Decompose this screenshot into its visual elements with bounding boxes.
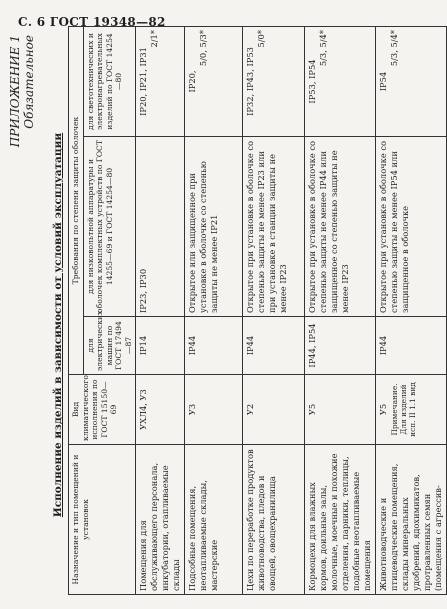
devices-extra: 5/0, 5/3*	[198, 30, 208, 67]
climate-note: Примечание. Для изделий исп. II 1.1 вид	[390, 382, 417, 437]
table-row	[305, 27, 376, 595]
devices-extra: 5/3, 5/4*	[318, 30, 328, 67]
climate-value: У5	[378, 403, 388, 416]
devices-value: IP32, IP43, IP53	[245, 47, 255, 116]
cell-machines: IP44	[185, 317, 243, 375]
table-row	[376, 27, 447, 595]
table-row	[185, 27, 243, 595]
page-header: С. 6 ГОСТ 19348—82	[18, 15, 166, 29]
cell-machines: IP14	[136, 317, 185, 375]
table-row	[136, 27, 185, 595]
cell-room: Цехи по переработке продуктов животноводства, пледов и овощей, овощехранилища	[243, 445, 305, 595]
cell-room: Помещения для обслуживающего персонала, инкубатории, отапливаемые склады	[136, 445, 185, 595]
devices-value: IP20,	[187, 70, 197, 93]
cell-machines: IP44, IP54	[305, 317, 376, 375]
cell-devices	[136, 27, 185, 137]
cell-climate: У2	[243, 375, 305, 445]
rotated-page-content	[0, 30, 443, 600]
cell-apparatus: Открытое при установке в оболочке со степенью защиты не менее IP54 или защищенное в оболочке	[376, 137, 447, 317]
cell-climate	[376, 375, 447, 445]
cell-room: Кормоцехи для влажных кормов, доильные залы, молочные, моечные и похожие отделения, парники, теплицы, подобные неотапливаемые помещения	[305, 445, 376, 595]
table-row	[243, 27, 305, 595]
devices-value: IP54	[378, 71, 388, 92]
header-room: Назначение и тип помещений и установок	[69, 445, 136, 595]
devices-extra: 5/0*	[256, 30, 266, 48]
header-devices: для светотехнических и электронагревательных изделий по ГОСТ 14254—80	[83, 27, 136, 137]
cell-devices	[376, 27, 447, 137]
appendix-title: ПРИЛОЖЕНИЕ 1	[8, 35, 22, 148]
appendix-block	[8, 35, 36, 165]
devices-extra: 2/1*	[149, 30, 159, 48]
conditions-table	[68, 26, 447, 595]
table-header-row	[69, 27, 84, 595]
header-machines: для электрических машин по ГОСТ 17494—87	[83, 317, 136, 375]
header-apparatus: для низковольтной аппаратуры и оболочек комплектных устройств по ГОСТ 14255—69 и ГОСТ 14254—80	[83, 137, 136, 317]
table-title: Исполнение изделий в зависимости от условий эксплуатации	[52, 132, 64, 518]
cell-climate: УХЛ4, У3	[136, 375, 185, 445]
cell-apparatus: IP23, IP30	[136, 137, 185, 317]
devices-value: IP20, IP21, IP31	[138, 47, 148, 116]
cell-climate: У3	[185, 375, 243, 445]
cell-devices	[185, 27, 243, 137]
header-protection-group: Требования по степени защиты оболочек	[69, 27, 84, 375]
cell-apparatus: Открытое при установке в оболочке со степенью защиты не менее IP23 или при установке в станции защиты не менее IP23	[243, 137, 305, 317]
devices-extra: 5/3, 5/4*	[389, 30, 399, 67]
cell-room: Животноводческие и птицеводческие помещения, склады минеральных удобрений, ядохимикатов, протравленных семян (помещения с агрессив-	[376, 445, 447, 595]
cell-room: Подсобные помещения, неотапливаемые склады, мастерские	[185, 445, 243, 595]
cell-apparatus: Открытое при установке в оболочке со степенью защиты не менее IP44 или защищенное со степенью защиты не менее IP23	[305, 137, 376, 317]
devices-value: IP53, IP54	[307, 59, 317, 104]
appendix-note: Обязательное	[22, 35, 36, 129]
cell-machines: IP44	[376, 317, 447, 375]
cell-machines: IP44	[243, 317, 305, 375]
cell-climate: У5	[305, 375, 376, 445]
header-climate: Вид климатического исполнения по ГОСТ 15150—69	[69, 375, 136, 445]
cell-apparatus: Открытое или защищенное при установке в оболочке со степенью защиты не менее IP21	[185, 137, 243, 317]
cell-devices	[243, 27, 305, 137]
cell-devices	[305, 27, 376, 137]
